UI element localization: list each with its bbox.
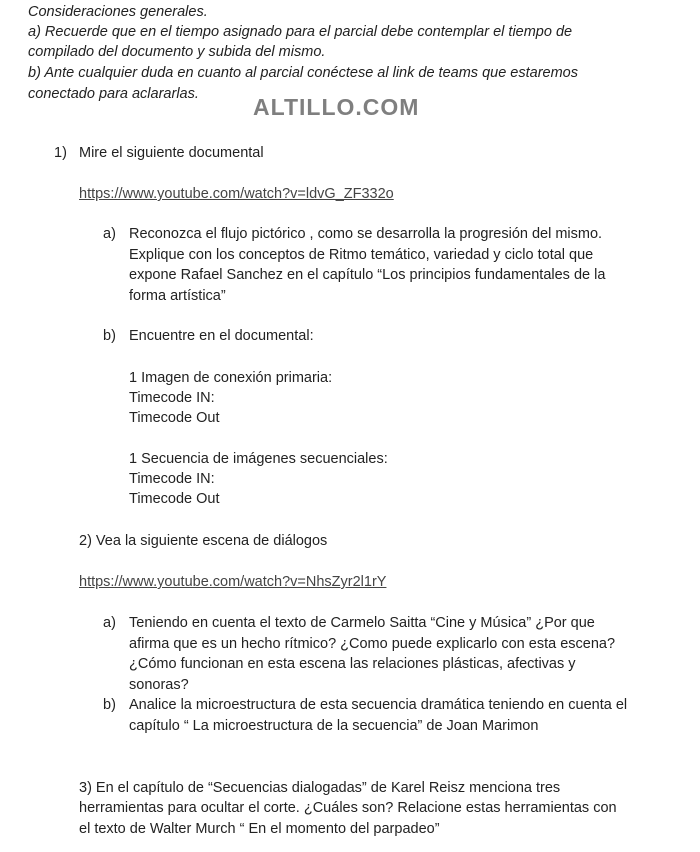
q1-group2-line2: Timecode IN: [129, 471, 215, 487]
q1-a-label: a) [103, 226, 116, 242]
q3-line1: 3) En el capítulo de “Secuencias dialogadas” de Karel Reisz menciona tres [79, 780, 561, 796]
q1-group1-line3: Timecode Out [129, 410, 220, 426]
q3-line3: el texto de Walter Murch “ En el momento del parpadeo” [79, 821, 440, 837]
q1-b-title: Encuentre en el documental: [129, 328, 314, 344]
q2-a-line2: afirma que es un hecho rítmico? ¿Como puede explicarlo con esta escena? [129, 636, 616, 652]
q2-title: 2) Vea la siguiente escena de diálogos [79, 533, 328, 549]
q1-b-label: b) [103, 328, 116, 344]
q1-a-line3: expone Rafael Sanchez en el capítulo “Los principios fundamentales de la [129, 267, 606, 283]
q2-link[interactable]: https://www.youtube.com/watch?v=NhsZyr2l1rY [79, 574, 387, 590]
general-b-line2: conectado para aclararlas. [28, 86, 199, 102]
q2-b-label: b) [103, 697, 116, 713]
q1-title: Mire el siguiente documental [79, 145, 264, 161]
q1-link[interactable]: https://www.youtube.com/watch?v=ldvG_ZF332o [79, 186, 394, 202]
general-a-line2: compilado del documento y subida del mismo. [28, 44, 326, 60]
q1-group2-line1: 1 Secuencia de imágenes secuenciales: [129, 451, 388, 467]
general-heading: Consideraciones generales. [28, 4, 208, 20]
q2-a-line3: ¿Cómo funcionan en esta escena las relaciones plásticas, afectivas y [129, 656, 576, 672]
q1-a-line2: Explique con los conceptos de Ritmo temático, variedad y ciclo total que [129, 247, 594, 263]
q2-a-line1: Teniendo en cuenta el texto de Carmelo Saitta “Cine y Música” ¿Por que [129, 615, 595, 631]
q2-b-line1: Analice la microestructura de esta secuencia dramática teniendo en cuenta el [129, 697, 628, 713]
q2-a-label: a) [103, 615, 116, 631]
q1-a-line1: Reconozca el flujo pictórico , como se desarrolla la progresión del mismo. [129, 226, 603, 242]
q1-group2-line3: Timecode Out [129, 491, 220, 507]
q2-b-line2: capítulo “ La microestructura de la secuencia” de Joan Marimon [129, 718, 539, 734]
general-a-line1: a) Recuerde que en el tiempo asignado para el parcial debe contemplar el tiempo de [28, 24, 573, 40]
q1-group1-line2: Timecode IN: [129, 390, 215, 406]
general-b-line1: b) Ante cualquier duda en cuanto al parcial conéctese al link de teams que estaremos [28, 65, 578, 81]
q1-group1-line1: 1 Imagen de conexión primaria: [129, 370, 333, 386]
watermark: ALTILLO.COM [253, 94, 420, 120]
q3-line2: herramientas para ocultar el corte. ¿Cuáles son? Relacione estas herramientas con [79, 800, 617, 816]
q1-number: 1) [54, 145, 67, 161]
q2-a-line4: sonoras? [129, 677, 189, 693]
q1-a-line4: forma artística” [129, 288, 226, 304]
